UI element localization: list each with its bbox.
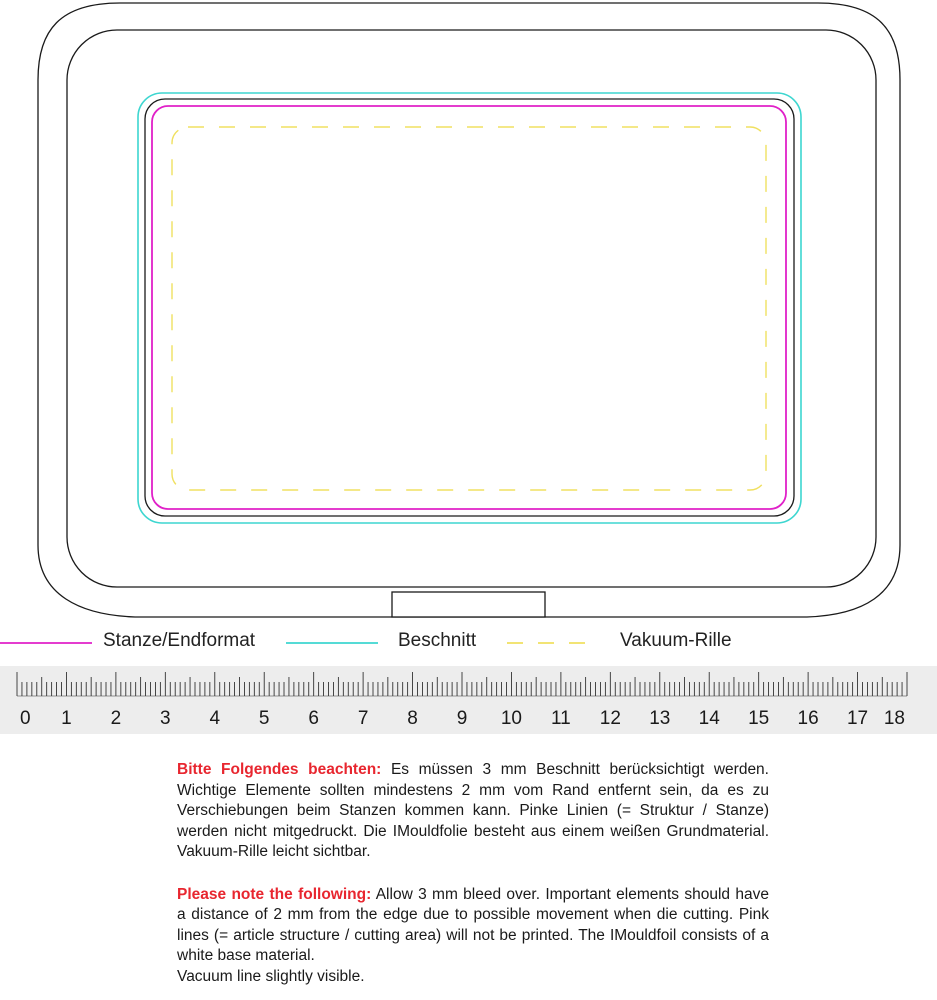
ruler-scale <box>0 666 937 734</box>
ruler-label: 5 <box>258 708 270 729</box>
recess-outline <box>145 99 794 516</box>
ruler-label: 6 <box>308 708 319 729</box>
ruler-label: 7 <box>357 708 369 729</box>
notes-english-last-line: Vacuum line slightly visible. <box>177 967 365 985</box>
notes-german-text: Es müssen 3 mm Beschnitt berücksichtigt werden. Wichtige Elemente sollten mindestens 2 mm vom Rand entfernt sein, da es zu Verschiebungen beim Stanzen kommen kann. Pinke Linien (= Struktur / Stanze) werden nicht mitgedruckt. Die IMouldfolie besteht aus einem weißen Grundmaterial. Vakuum-Rille leicht sichtbar. <box>177 761 769 860</box>
notes-english-heading: Please note the following: <box>177 885 372 903</box>
legend-label-bleed: Beschnitt <box>398 630 477 651</box>
ruler-label: 15 <box>748 708 770 729</box>
ruler-label: 2 <box>110 708 122 729</box>
legend-label-vacuum-groove: Vakuum-Rille <box>620 630 732 651</box>
ruler-label: 9 <box>456 708 468 729</box>
legend-label-die-cut: Stanze/Endformat <box>103 630 256 651</box>
die-cut-line <box>152 106 786 509</box>
ruler-label: 17 <box>846 708 869 729</box>
bottom-tab <box>392 592 545 617</box>
ruler-label: 4 <box>209 708 221 729</box>
ruler-label: 11 <box>551 708 571 729</box>
ruler-label: 16 <box>797 708 819 729</box>
notes-english <box>177 885 769 967</box>
ruler <box>0 666 937 734</box>
notes-english-text: Allow 3 mm bleed over. Important elements should have a distance of 2 mm from the edge due to possible movement when die cutting. Pink lines (= article structure / cutting area) will not be printed. The IMouldfoil consists of a white base material. <box>177 885 769 964</box>
ruler-label: 13 <box>649 708 671 729</box>
ruler-label: 1 <box>61 708 72 729</box>
ruler-label: 10 <box>500 708 523 729</box>
ruler-label: 3 <box>160 708 171 729</box>
vacuum-groove-line <box>172 127 766 490</box>
housing-outer-contour <box>38 3 900 617</box>
ruler-label: 0 <box>20 708 31 729</box>
notes-section <box>177 760 769 987</box>
ruler-label: 18 <box>883 708 905 729</box>
ruler-label: 12 <box>599 708 621 729</box>
housing-inner-contour <box>67 30 876 587</box>
ruler-label: 8 <box>407 708 418 729</box>
notes-german-heading: Bitte Folgendes beachten: <box>177 761 382 778</box>
ruler-label: 14 <box>698 708 720 729</box>
bleed-line <box>138 93 801 523</box>
notes-german <box>177 760 769 863</box>
